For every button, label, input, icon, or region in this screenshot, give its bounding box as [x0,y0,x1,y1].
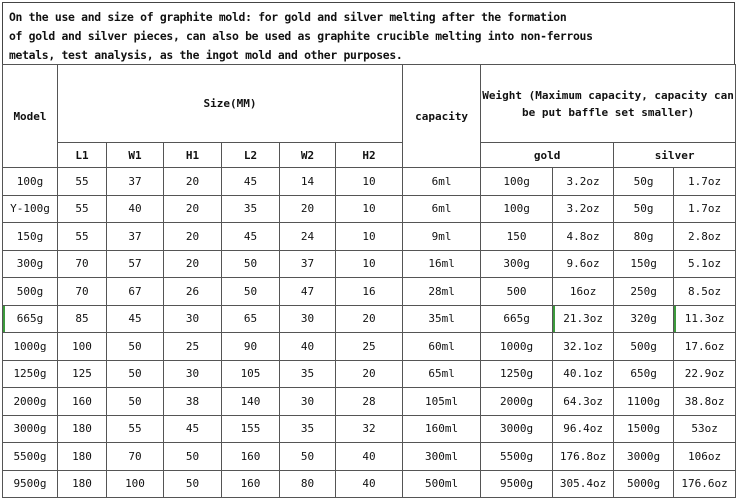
cell-gold-weight: 665g [481,305,553,333]
cell-silver-oz: 11.3oz [674,305,736,333]
table-row [3,333,736,361]
cell-model: 9500g [3,470,58,498]
cell-silver-weight: 3000g [614,443,674,471]
size-col-l1: L1 [58,143,107,168]
cell-w1: 70 [107,443,164,471]
cell-w2: 37 [280,250,336,278]
cell-silver-oz: 5.1oz [674,250,736,278]
cell-h1: 20 [164,168,222,196]
cell-gold-oz: 9.6oz [553,250,614,278]
cell-l1: 85 [58,305,107,333]
cell-gold-weight: 100g [481,168,553,196]
cell-silver-weight: 5000g [614,470,674,498]
table-row [3,470,736,498]
cell-h1: 26 [164,278,222,306]
cell-silver-oz: 106oz [674,443,736,471]
cell-h1: 50 [164,443,222,471]
table-row [3,415,736,443]
cell-capacity: 60ml [403,333,481,361]
cell-h2: 25 [336,333,403,361]
cell-model: 1000g [3,333,58,361]
cell-l1: 180 [58,415,107,443]
cell-model: 5500g [3,443,58,471]
cell-model: 300g [3,250,58,278]
cell-l1: 55 [58,168,107,196]
cell-w1: 40 [107,195,164,223]
cell-w2: 20 [280,195,336,223]
cell-w1: 50 [107,388,164,416]
cell-h2: 32 [336,415,403,443]
cell-gold-weight: 2000g [481,388,553,416]
cell-capacity: 500ml [403,470,481,498]
silver-header: silver [614,143,736,168]
cell-w1: 50 [107,360,164,388]
cell-l1: 180 [58,470,107,498]
size-header: Size(MM) [58,65,403,143]
cell-gold-oz: 3.2oz [553,168,614,196]
cell-capacity: 35ml [403,305,481,333]
cell-w2: 35 [280,415,336,443]
cell-w1: 37 [107,168,164,196]
cell-model: 3000g [3,415,58,443]
cell-silver-weight: 50g [614,195,674,223]
cell-gold-weight: 500 [481,278,553,306]
cell-l1: 160 [58,388,107,416]
cell-h2: 20 [336,360,403,388]
cell-w1: 45 [107,305,164,333]
cell-gold-oz: 21.3oz [553,305,614,333]
cell-w1: 55 [107,415,164,443]
table-row [3,168,736,196]
cell-h2: 16 [336,278,403,306]
cell-w2: 24 [280,223,336,251]
intro-line-1: On the use and size of graphite mold: for gold and silver melting after the formation [9,10,567,24]
cell-silver-weight: 500g [614,333,674,361]
cell-silver-oz: 1.7oz [674,168,736,196]
cell-silver-oz: 1.7oz [674,195,736,223]
cell-w2: 50 [280,443,336,471]
cell-h2: 20 [336,305,403,333]
cell-l2: 35 [222,195,280,223]
cell-silver-weight: 250g [614,278,674,306]
cell-gold-weight: 300g [481,250,553,278]
table-row [3,195,736,223]
cell-h2: 40 [336,443,403,471]
cell-l1: 180 [58,443,107,471]
table-row [3,305,736,333]
cell-h2: 28 [336,388,403,416]
cell-gold-oz: 40.1oz [553,360,614,388]
cell-model: 665g [3,305,58,333]
size-col-h2: H2 [336,143,403,168]
cell-capacity: 105ml [403,388,481,416]
cell-h1: 20 [164,250,222,278]
cell-l2: 140 [222,388,280,416]
cell-model: 2000g [3,388,58,416]
cell-model: 100g [3,168,58,196]
cell-h1: 38 [164,388,222,416]
cell-h1: 45 [164,415,222,443]
cell-silver-weight: 1100g [614,388,674,416]
table-row [3,250,736,278]
cell-silver-weight: 1500g [614,415,674,443]
cell-l1: 70 [58,278,107,306]
cell-model: 150g [3,223,58,251]
cell-capacity: 9ml [403,223,481,251]
cell-l1: 125 [58,360,107,388]
cell-silver-weight: 320g [614,305,674,333]
cell-l2: 105 [222,360,280,388]
cell-gold-oz: 16oz [553,278,614,306]
table-row [3,443,736,471]
cell-capacity: 6ml [403,195,481,223]
cell-l2: 155 [222,415,280,443]
table-row [3,223,736,251]
cell-l2: 160 [222,470,280,498]
cell-l2: 65 [222,305,280,333]
cell-w2: 14 [280,168,336,196]
cell-w1: 67 [107,278,164,306]
intro-line-3: metals, test analysis, as the ingot mold and other purposes. [9,48,403,62]
cell-l1: 100 [58,333,107,361]
cell-w1: 100 [107,470,164,498]
cell-silver-weight: 150g [614,250,674,278]
cell-w1: 37 [107,223,164,251]
cell-w2: 80 [280,470,336,498]
cell-l1: 55 [58,223,107,251]
table-row [3,388,736,416]
cell-l2: 50 [222,278,280,306]
cell-capacity: 16ml [403,250,481,278]
cell-h2: 10 [336,195,403,223]
cell-gold-weight: 5500g [481,443,553,471]
cell-model: 1250g [3,360,58,388]
cell-gold-weight: 150 [481,223,553,251]
cell-gold-oz: 3.2oz [553,195,614,223]
cell-l2: 90 [222,333,280,361]
cell-gold-oz: 176.8oz [553,443,614,471]
cell-h2: 10 [336,168,403,196]
cell-h2: 10 [336,250,403,278]
cell-silver-oz: 22.9oz [674,360,736,388]
size-col-h1: H1 [164,143,222,168]
cell-silver-oz: 38.8oz [674,388,736,416]
graphite-mold-size-table [2,64,736,498]
cell-silver-oz: 8.5oz [674,278,736,306]
cell-h1: 50 [164,470,222,498]
cell-h1: 25 [164,333,222,361]
cell-l2: 50 [222,250,280,278]
table-row [3,278,736,306]
cell-l2: 45 [222,168,280,196]
cell-h1: 30 [164,305,222,333]
cell-l2: 160 [222,443,280,471]
cell-l1: 70 [58,250,107,278]
cell-gold-weight: 9500g [481,470,553,498]
spec-sheet [2,2,735,498]
cell-capacity: 300ml [403,443,481,471]
cell-l1: 55 [58,195,107,223]
cell-silver-oz: 2.8oz [674,223,736,251]
cell-gold-oz: 4.8oz [553,223,614,251]
weight-header: Weight (Maximum capacity, capacity can be put baffle set smaller) [481,65,736,143]
cell-h2: 40 [336,470,403,498]
cell-h1: 20 [164,195,222,223]
cell-gold-oz: 64.3oz [553,388,614,416]
cell-model: 500g [3,278,58,306]
model-header: Model [3,65,58,168]
cell-gold-weight: 1250g [481,360,553,388]
cell-gold-oz: 96.4oz [553,415,614,443]
cell-silver-oz: 17.6oz [674,333,736,361]
cell-silver-oz: 176.6oz [674,470,736,498]
intro-line-2: of gold and silver pieces, can also be used as graphite crucible melting into non-ferrous [9,29,593,43]
cell-w2: 47 [280,278,336,306]
cell-w1: 57 [107,250,164,278]
cell-h1: 20 [164,223,222,251]
cell-capacity: 6ml [403,168,481,196]
cell-gold-weight: 1000g [481,333,553,361]
capacity-header: capacity [403,65,481,168]
cell-silver-weight: 80g [614,223,674,251]
cell-w2: 30 [280,388,336,416]
cell-capacity: 28ml [403,278,481,306]
size-col-w2: W2 [280,143,336,168]
table-row [3,360,736,388]
size-col-w1: W1 [107,143,164,168]
cell-h2: 10 [336,223,403,251]
size-col-l2: L2 [222,143,280,168]
cell-w2: 40 [280,333,336,361]
cell-capacity: 65ml [403,360,481,388]
cell-h1: 30 [164,360,222,388]
cell-capacity: 160ml [403,415,481,443]
cell-l2: 45 [222,223,280,251]
cell-silver-weight: 650g [614,360,674,388]
gold-header: gold [481,143,614,168]
cell-silver-oz: 53oz [674,415,736,443]
cell-w2: 35 [280,360,336,388]
intro-text [2,2,735,64]
cell-gold-weight: 3000g [481,415,553,443]
cell-gold-oz: 32.1oz [553,333,614,361]
cell-w2: 30 [280,305,336,333]
cell-model: Y-100g [3,195,58,223]
cell-gold-oz: 305.4oz [553,470,614,498]
cell-silver-weight: 50g [614,168,674,196]
cell-w1: 50 [107,333,164,361]
cell-gold-weight: 100g [481,195,553,223]
